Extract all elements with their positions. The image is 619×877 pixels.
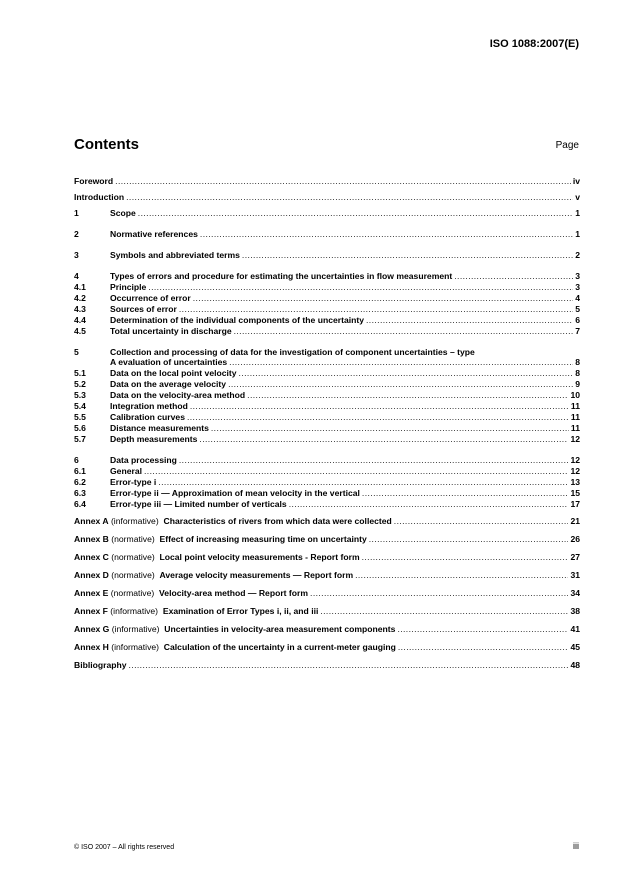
toc-leader-dots: [211, 423, 569, 433]
toc-entry[interactable]: [74, 208, 580, 218]
toc-entry[interactable]: [74, 229, 580, 239]
toc-entry[interactable]: [74, 624, 580, 634]
toc-annex-label: Annex E: [74, 588, 109, 598]
toc-annex-label: Annex C: [74, 552, 109, 562]
toc-entry-number: 4.2: [74, 293, 86, 303]
toc-entry-page: 3: [575, 282, 580, 292]
toc-entry-page: 8: [575, 368, 580, 378]
toc-leader-dots: [228, 379, 573, 389]
toc-entry-page: 12: [570, 455, 580, 465]
toc-leader-dots: [289, 499, 569, 509]
toc-entry-page: iv: [572, 176, 580, 186]
toc-annex-type: (informative): [111, 624, 160, 634]
toc-entry[interactable]: [74, 250, 580, 260]
toc-leader-dots: [126, 192, 573, 202]
toc-entry-number: 5.1: [74, 368, 86, 378]
toc-entry-number: 5.4: [74, 401, 86, 411]
toc-entry-page: 9: [575, 379, 580, 389]
toc-leader-dots: [454, 271, 573, 281]
toc-leader-dots: [199, 434, 568, 444]
toc-leader-dots: [234, 326, 574, 336]
toc-annex-type: (normative): [111, 534, 155, 544]
toc-entry[interactable]: [74, 455, 580, 465]
toc-entry[interactable]: [74, 516, 580, 526]
toc-entry-title: A evaluation of uncertainties: [110, 357, 228, 367]
toc-entry-page: 41: [570, 624, 580, 634]
toc-entry[interactable]: [74, 176, 580, 186]
toc-entry-page: 34: [570, 588, 580, 598]
page-column-label: Page: [555, 140, 579, 151]
toc-entry-number: 5.7: [74, 434, 86, 444]
toc-entry-title: Introduction: [74, 192, 125, 202]
toc-entry-number: 5.2: [74, 379, 86, 389]
toc-entry[interactable]: [74, 552, 580, 562]
toc-entry-title: Calibration curves: [110, 412, 185, 422]
toc-entry-page: 2: [575, 250, 580, 260]
toc-leader-dots: [310, 588, 568, 598]
toc-entry-number: 5.3: [74, 390, 86, 400]
toc-entry-number: 4.5: [74, 326, 86, 336]
contents-title: Contents: [74, 136, 139, 153]
toc-entry-page: 31: [570, 570, 580, 580]
toc-entry-title: Data processing: [110, 455, 177, 465]
toc-entry-title: Local point velocity measurements - Report form: [159, 552, 360, 562]
toc-entry-title: Integration method: [110, 401, 188, 411]
toc-entry-title: Principle: [110, 282, 147, 292]
toc-leader-dots: [398, 642, 569, 652]
toc-entry[interactable]: [74, 477, 580, 487]
toc-entry[interactable]: [74, 660, 580, 670]
toc-annex-label: Annex G: [74, 624, 110, 634]
toc-entry[interactable]: [74, 423, 580, 433]
toc-entry[interactable]: [74, 304, 580, 314]
toc-entry[interactable]: [74, 368, 580, 378]
toc-entry[interactable]: [74, 282, 580, 292]
toc-entry[interactable]: [74, 390, 580, 400]
toc-leader-dots: [366, 315, 573, 325]
toc-leader-dots: [179, 455, 569, 465]
toc-entry[interactable]: [74, 326, 580, 336]
toc-leader-dots: [187, 412, 569, 422]
toc-entry-page: 27: [570, 552, 580, 562]
toc-leader-dots: [193, 293, 574, 303]
toc-entry-page: 5: [575, 304, 580, 314]
toc-entry-title: Distance measurements: [110, 423, 209, 433]
toc-leader-dots: [190, 401, 569, 411]
toc-entry-page: 1: [575, 229, 580, 239]
toc-entry-number: 4.4: [74, 315, 86, 325]
toc-entry-page: 38: [570, 606, 580, 616]
toc-entry-title: Uncertainties in velocity-area measurement components: [164, 624, 396, 634]
toc-leader-dots: [158, 477, 568, 487]
toc-entry-page: 21: [570, 516, 580, 526]
toc-leader-dots: [179, 304, 573, 314]
toc-annex-type: (normative): [111, 552, 155, 562]
toc-entry-number: 5.6: [74, 423, 86, 433]
toc-entry-page: 3: [575, 271, 580, 281]
toc-entry-number: 2: [74, 229, 79, 239]
toc-entry[interactable]: [74, 570, 580, 580]
toc-entry-title: General: [110, 466, 143, 476]
toc-entry-title: Total uncertainty in discharge: [110, 326, 232, 336]
toc-entry-page: 8: [575, 357, 580, 367]
toc-entry[interactable]: [74, 588, 580, 598]
toc-entry-page: 1: [575, 208, 580, 218]
toc-entry-page: 45: [570, 642, 580, 652]
toc-leader-dots: [247, 390, 568, 400]
toc-entry-title: Data on the local point velocity: [110, 368, 237, 378]
toc-annex-type: (normative): [110, 588, 155, 598]
toc-entry-title: Sources of error: [110, 304, 177, 314]
toc-entry-title: Calculation of the uncertainty in a current-meter gauging: [163, 642, 396, 652]
toc-annex-type: (informative): [110, 516, 159, 526]
toc-entry-page: 13: [570, 477, 580, 487]
toc-entry-page: 6: [575, 315, 580, 325]
toc-entry-page: 12: [570, 434, 580, 444]
toc-entry-page: 17: [570, 499, 580, 509]
toc-entry-title: Examination of Error Types i, ii, and iii: [162, 606, 319, 616]
toc-entry[interactable]: [74, 293, 580, 303]
toc-annex-type: (informative): [111, 642, 160, 652]
toc-annex-label: Annex F: [74, 606, 108, 616]
toc-entry-page: 48: [570, 660, 580, 670]
toc-entry-title: Error-type ii — Approximation of mean velocity in the vertical: [110, 488, 360, 498]
toc-entry-page: 4: [575, 293, 580, 303]
toc-entry-number: 4.3: [74, 304, 86, 314]
toc-annex-label: Annex D: [74, 570, 109, 580]
toc-leader-dots: [320, 606, 568, 616]
toc-entry[interactable]: [74, 534, 580, 544]
toc-entry-title: Error-type i: [110, 477, 157, 487]
table-of-contents: [74, 176, 580, 670]
toc-entry-page: 11: [570, 412, 580, 422]
toc-leader-dots: [200, 229, 573, 239]
toc-entry-title: Occurrence of error: [110, 293, 191, 303]
toc-entry-title: Foreword: [74, 176, 114, 186]
toc-entry-title: Bibliography: [74, 660, 127, 670]
toc-entry-page: 26: [570, 534, 580, 544]
toc-leader-dots: [115, 176, 571, 186]
toc-entry-number: 6.3: [74, 488, 86, 498]
toc-entry-title: Types of errors and procedure for estimating the uncertainties in flow measurement: [110, 271, 453, 281]
toc-leader-dots: [362, 552, 569, 562]
toc-entry[interactable]: [74, 642, 580, 652]
toc-leader-dots: [355, 570, 568, 580]
toc-entry-title: Velocity-area method — Report form: [159, 588, 309, 598]
toc-entry-number: 6.1: [74, 466, 86, 476]
toc-entry[interactable]: [74, 434, 580, 444]
toc-entry-title: Characteristics of rivers from which data were collected: [163, 516, 392, 526]
toc-entry-title: Error-type iii — Limited number of verticals: [110, 499, 287, 509]
footer-page-number: iii: [573, 841, 579, 851]
toc-leader-dots: [229, 357, 573, 367]
toc-entry-title: Data on the velocity-area method: [110, 390, 246, 400]
toc-annex-type: (informative): [110, 606, 159, 616]
toc-entry-title: Normative references: [110, 229, 198, 239]
toc-entry-number: 4.1: [74, 282, 86, 292]
toc-leader-dots: [362, 488, 569, 498]
toc-entry-number: 6.4: [74, 499, 86, 509]
toc-entry-number: 4: [74, 271, 79, 281]
toc-leader-dots: [239, 368, 574, 378]
toc-entry[interactable]: [74, 379, 580, 389]
toc-leader-dots: [148, 282, 573, 292]
toc-entry[interactable]: [74, 488, 580, 498]
toc-entry-title: Determination of the individual components of the uncertainty: [110, 315, 365, 325]
toc-entry[interactable]: [74, 315, 580, 325]
toc-entry[interactable]: [74, 606, 580, 616]
toc-entry-page: 7: [575, 326, 580, 336]
toc-entry-page: 15: [570, 488, 580, 498]
toc-entry-page: 12: [570, 466, 580, 476]
footer-copyright: © ISO 2007 – All rights reserved: [74, 844, 175, 851]
toc-entry[interactable]: [74, 412, 580, 422]
toc-entry-number: 3: [74, 250, 79, 260]
toc-entry[interactable]: [74, 347, 580, 367]
toc-entry-title: Average velocity measurements — Report form: [159, 570, 354, 580]
toc-leader-dots: [242, 250, 573, 260]
toc-entry[interactable]: [74, 401, 580, 411]
toc-annex-label: Annex H: [74, 642, 109, 652]
toc-leader-dots: [397, 624, 568, 634]
toc-entry-number: 1: [74, 208, 79, 218]
toc-entry[interactable]: [74, 499, 580, 509]
toc-entry-number: 5.5: [74, 412, 86, 422]
toc-entry-title: Effect of increasing measuring time on uncertainty: [159, 534, 367, 544]
toc-entry[interactable]: [74, 192, 580, 202]
toc-entry-number: 5: [74, 347, 79, 357]
toc-entry-page: 11: [570, 423, 580, 433]
toc-entry-page: v: [575, 192, 580, 202]
toc-annex-label: Annex A: [74, 516, 109, 526]
document-id: ISO 1088:2007(E): [489, 38, 579, 50]
toc-leader-dots: [369, 534, 569, 544]
toc-entry-title: Symbols and abbreviated terms: [110, 250, 240, 260]
toc-leader-dots: [394, 516, 569, 526]
toc-entry[interactable]: [74, 271, 580, 281]
toc-entry-number: 6.2: [74, 477, 86, 487]
toc-entry-title: Depth measurements: [110, 434, 198, 444]
toc-entry-number: 6: [74, 455, 79, 465]
toc-entry-title: Collection and processing of data for the investigation of component uncertainties – type: [110, 347, 475, 357]
toc-leader-dots: [144, 466, 568, 476]
toc-leader-dots: [138, 208, 573, 218]
toc-leader-dots: [129, 660, 569, 670]
toc-entry-page: 11: [570, 401, 580, 411]
toc-annex-label: Annex B: [74, 534, 109, 544]
toc-entry-title: Data on the average velocity: [110, 379, 227, 389]
toc-entry-title: Scope: [110, 208, 136, 218]
toc-entry-page: 10: [570, 390, 580, 400]
toc-entry[interactable]: [74, 466, 580, 476]
toc-annex-type: (normative): [111, 570, 155, 580]
